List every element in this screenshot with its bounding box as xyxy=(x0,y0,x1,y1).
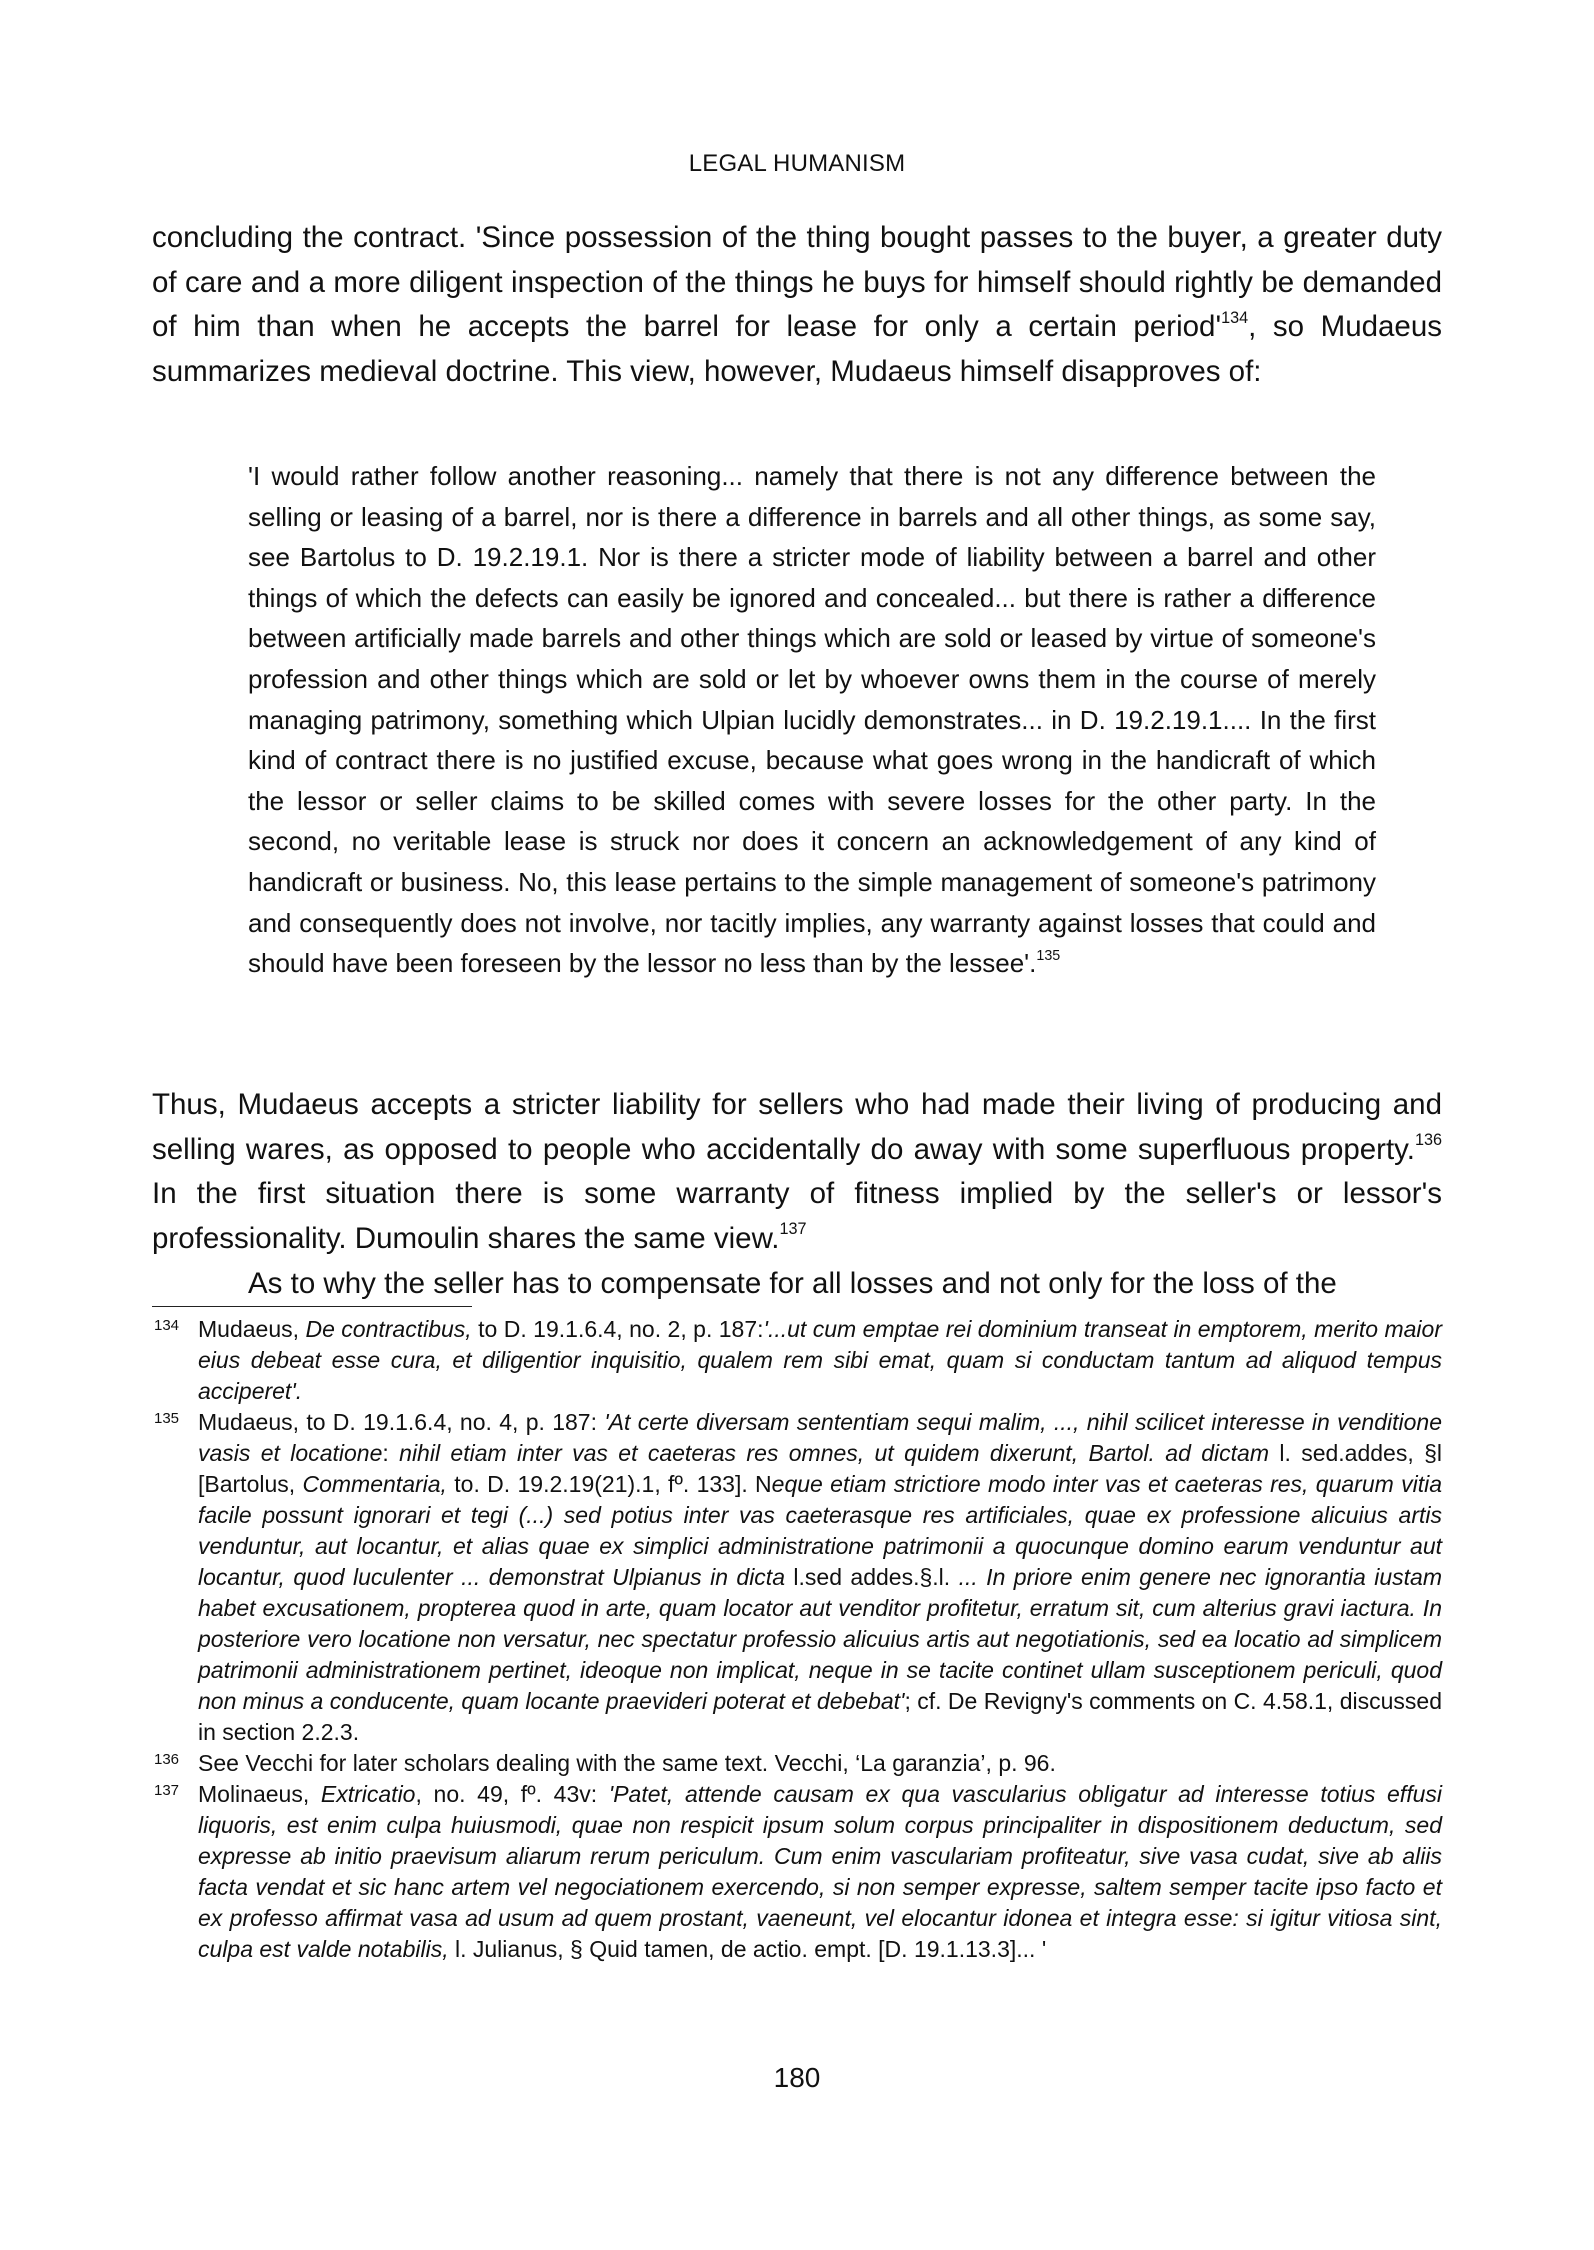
footnote-citation-text: Mudaeus, to D. 19.1.6.4, no. 4, p. 187: xyxy=(198,1409,605,1435)
footnote-latin-quote: De contractibus, xyxy=(305,1316,472,1342)
page-number: 180 xyxy=(773,2062,821,2093)
running-header: LEGAL HUMANISM xyxy=(688,150,906,177)
footnote-latin-quote: 'At certe diversam sententiam sequi malim, ..., nihil scilicet interesse in venditione vasis et locatione xyxy=(198,1409,1442,1466)
footnote-citation-text: Mudaeus, xyxy=(198,1316,306,1342)
footnote-citation-text: to. D. 19.2.19(21).1, fº. 133]. N xyxy=(446,1471,772,1497)
footnote-latin-quote: Commentaria, xyxy=(302,1471,447,1497)
footnote-136 xyxy=(152,1748,1442,1779)
footnote-ref-134[interactable]: 134 xyxy=(1221,308,1249,327)
footnote-citation-text: ; cf. De Revigny's comments on C. 4.58.1, discussed in section 2.2.3. xyxy=(198,1688,1442,1745)
block-quotation xyxy=(248,456,1376,984)
footnote-number: 137 xyxy=(154,1782,180,1799)
footnote-number: 134 xyxy=(154,1317,180,1334)
footnote-latin-quote: eque etiam strictiore modo inter vas et caeteras res, quarum vitia facile possunt ignorari et tegi (...) sed potius inter vas caeterasque res artificiales, quae ex professione alicuius artis venduntur, aut locantur, et alias quae ex simplici administratione patrimonii a quocunque domino earum venduntur aut locantur, quod luculenter ... demonstrat Ulpianus in dicta xyxy=(198,1471,1443,1590)
footnote-latin-quote: '...ut cum emptae rei dominium transeat in emptorem, merito maior eius debeat esse cura, et diligentior inquisitio, qualem rem sibi emat, quam si conductam tantum ad aliquod tempus acciperet'. xyxy=(198,1316,1442,1404)
footnote-ref-135[interactable]: 135 xyxy=(1036,948,1061,965)
footnote-citation-text: to D. 19.1.6.4, no. 2, p. 187: xyxy=(471,1316,764,1342)
footnotes-section xyxy=(152,1314,1442,1965)
footnote-latin-quote: 'Patet, attende causam ex qua vascularius obligatur ad interesse totius effusi liquoris, est enim culpa huiusmodi, quae non respicit ipsum solum corpus principaliter in dispositionem deductum, sed expresse ab initio praevisum aliarum rerum periculum. Cum enim vasculariam profiteatur, sive vasa cudat, sive ab aliis facta vendat et sic hanc artem vel negociationem exercendo, si non semper expresse, saltem semper tacite ipso facto et ex professo affirmat vasa ad usum ad quem prostant, vaeneunt, vel elocantur idonea et integra esse: si igitur vitiosa sint, culpa est valde notabilis, xyxy=(198,1781,1442,1962)
footnote-separator xyxy=(152,1306,472,1307)
footnote-citation-text: l. sed.addes, §l [Bartolus, xyxy=(198,1440,1443,1497)
paragraph-text: In the first situation there is some warranty of fitness implied by the seller's or lessor's professionality. Dumoulin shares the same view. xyxy=(152,1177,1442,1255)
paragraph-text: , so Mudaeus summarizes medieval doctrine. This view, however, Mudaeus himself disapproves of: xyxy=(152,310,1442,388)
body-paragraph-1 xyxy=(152,216,1442,394)
footnote-latin-quote: nihil etiam inter vas et caeteras res omnes, ut quidem dixerunt, Bartol. ad dictam xyxy=(399,1440,1280,1466)
footnote-number: 135 xyxy=(154,1410,180,1427)
paragraph-text: As to why the seller has to compensate for all losses and not only for the loss of the xyxy=(248,1267,1337,1300)
footnote-citation-text: : xyxy=(382,1440,400,1466)
footnote-latin-quote: ... In priore enim genere nec ignorantia iustam habet excusationem, propterea quod in arte, quam locator aut venditor profitetur, erratum sit, cum alterius gravi iactura. In posteriore vero locatione non versatur, nec spectatur professio alicuius artis aut negotiationis, sed ea locatio ad simplicem patrimonii administrationem pertinet, ideoque non implicat, neque in se tacite continet ullam susceptionem periculi, quod non minus a conducente, quam locante praevideri poterat et debebat' xyxy=(198,1564,1443,1714)
footnote-citation-text: l.sed addes.§.l. xyxy=(793,1564,959,1590)
body-paragraph-2 xyxy=(152,1083,1442,1261)
footnote-ref-136[interactable]: 136 xyxy=(1414,1131,1442,1150)
footnote-citation-text: l. Julianus, § Quid tamen, de actio. empt. [D. 19.1.13.3]... ' xyxy=(448,1936,1047,1962)
body-paragraph-3 xyxy=(152,1262,1442,1307)
footnote-citation-text: See Vecchi for later scholars dealing with the same text. Vecchi, ‘La garanzia’, p. 96. xyxy=(198,1750,1056,1776)
footnote-number: 136 xyxy=(154,1751,180,1768)
footnote-latin-quote: Extricatio xyxy=(320,1781,416,1807)
footnote-134 xyxy=(152,1314,1442,1407)
paragraph-text: Thus, Mudaeus accepts a stricter liability for sellers who had made their living of producing and selling wares, as opposed to people who accidentally do away with some superfluous property. xyxy=(152,1088,1442,1166)
footnote-135 xyxy=(152,1407,1442,1748)
footnote-137 xyxy=(152,1779,1442,1965)
paragraph-text: concluding the contract. 'Since possession of the thing bought passes to the buyer, a greater duty of care and a more diligent inspection of the things he buys for himself should rightly be demanded of him than when he accepts the barrel for lease for only a certain period' xyxy=(152,221,1442,343)
quotation-text: 'I would rather follow another reasoning... namely that there is not any difference between the selling or leasing of a barrel, nor is there a difference in barrels and all other things, as some say, see Bartolus to D. 19.2.19.1. Nor is there a stricter mode of liability between a barrel and other things of which the defects can easily be ignored and concealed... but there is rather a difference between artificially made barrels and other things which are sold or leased by virtue of someone's profession and other things which are sold or let by whoever owns them in the course of merely managing patrimony, something which Ulpian lucidly demonstrates... in D. 19.2.19.1.... In the first kind of contract there is no justified excuse, because what goes wrong in the handicraft of which the lessor or seller claims to be skilled comes with severe losses for the other party. In the second, no veritable lease is struck nor does it concern an acknowledgement of any kind of handicraft or business. No, this lease pertains to the simple management of someone's patrimony and consequently does not involve, nor tacitly implies, any warranty against losses that could and should have been foreseen by the lessor no less than by the lessee'. xyxy=(248,461,1376,979)
footnote-ref-137[interactable]: 137 xyxy=(779,1220,807,1239)
footnote-citation-text: Molinaeus, xyxy=(198,1781,321,1807)
footnote-citation-text: , no. 49, fº. 43v: xyxy=(415,1781,609,1807)
